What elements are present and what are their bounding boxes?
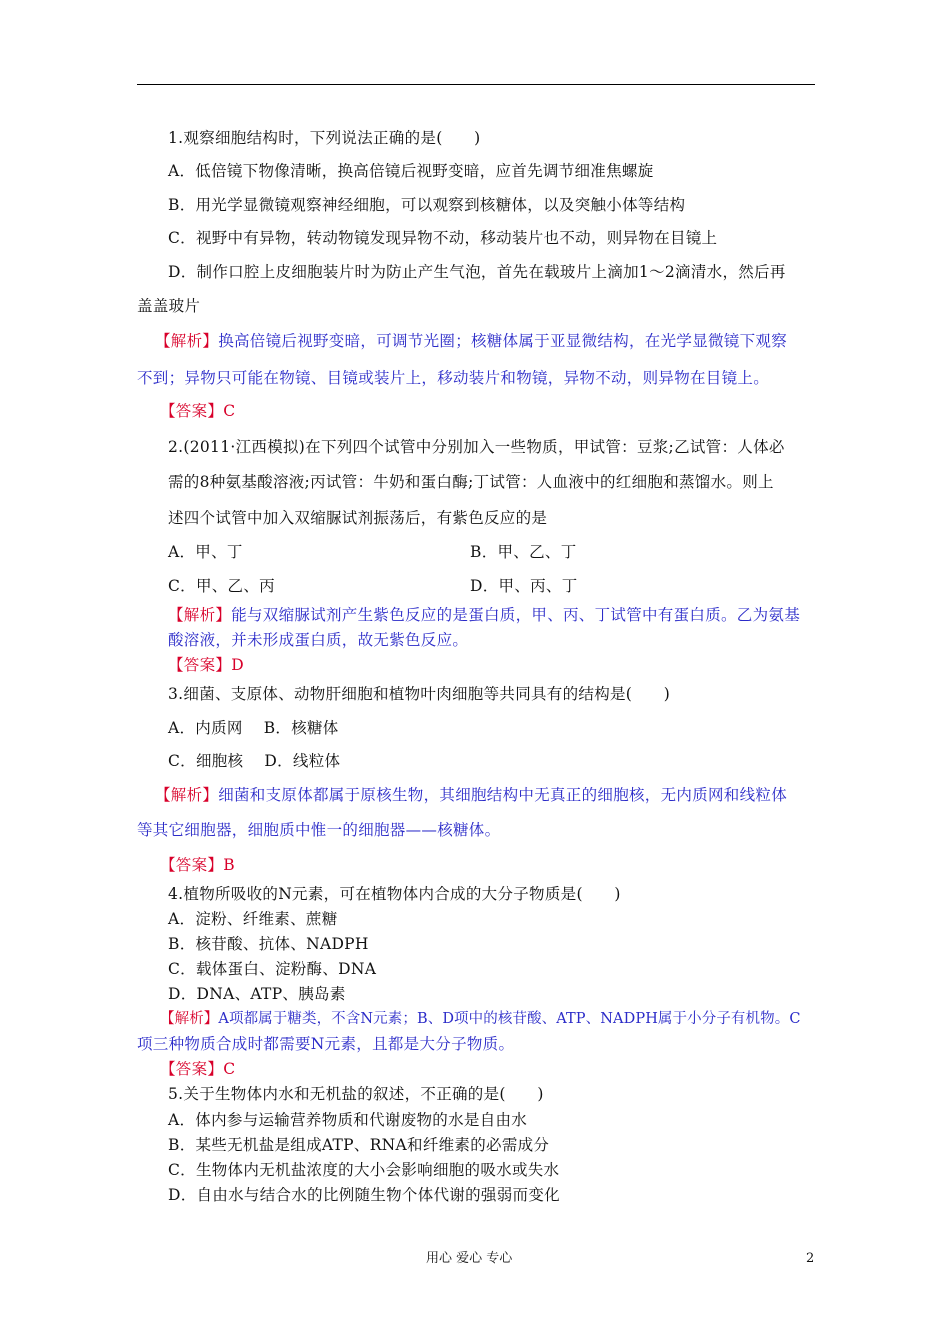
analysis-text: A项都属于糖类，不含N元素；B、D项中的核苷酸、ATP、NADPH属于小分子有机物。C	[218, 1011, 801, 1027]
answer-tag: 【答案】	[160, 402, 224, 420]
q1-option-c: C．视野中有异物，转动物镜发现异物不动，移动装片也不动，则异物在目镜上	[168, 229, 718, 247]
q2-option-c: C．甲、乙、丙	[168, 577, 275, 595]
q4-stem: 4.植物所吸收的N元素，可在植物体内合成的大分子物质是( )	[168, 885, 621, 903]
q3-options-cd: C．细胞核 D．线粒体	[168, 752, 341, 770]
q2-option-d: D．甲、丙、丁	[470, 577, 578, 595]
q3-answer	[160, 855, 235, 875]
q2-stem-cont1: 需的8种氨基酸溶液;丙试管：牛奶和蛋白酶;丁试管：人血液中的红细胞和蒸馏水。则上	[168, 473, 774, 491]
analysis-tag: 【解析】	[155, 786, 219, 804]
q4-answer	[160, 1059, 235, 1079]
q1-option-d: D．制作口腔上皮细胞装片时为防止产生气泡，首先在载玻片上滴加1～2滴清水，然后再	[168, 263, 786, 281]
q2-option-a: A．甲、丁	[168, 543, 243, 561]
q1-analysis-cont: 不到；异物只可能在物镜、目镜或装片上，移动装片和物镜，异物不动，则异物在目镜上。	[137, 369, 770, 387]
q3-analysis-cont: 等其它细胞器，细胞质中惟一的细胞器——核糖体。	[137, 821, 501, 839]
q5-stem: 5.关于生物体内水和无机盐的叙述，不正确的是( )	[168, 1085, 544, 1103]
answer-value: C	[223, 1060, 236, 1078]
q2-stem-cont2: 述四个试管中加入双缩脲试剂振荡后，有紫色反应的是	[168, 509, 548, 527]
q2-analysis-cont: 酸溶液，并未形成蛋白质，故无紫色反应。	[168, 631, 469, 649]
q4-analysis-cont: 项三种物质合成时都需要N元素，且都是大分子物质。	[137, 1035, 515, 1053]
answer-tag: 【答案】	[160, 856, 224, 874]
q2-answer	[168, 655, 244, 675]
analysis-text: 能与双缩脲试剂产生紫色反应的是蛋白质，甲、丙、丁试管中有蛋白质。乙为氨基	[231, 606, 801, 624]
analysis-tag: 【解析】	[168, 606, 232, 624]
page-number: 2	[806, 1251, 815, 1266]
q1-analysis	[155, 331, 787, 351]
analysis-tag: 【解析】	[155, 332, 219, 350]
header-rule	[137, 84, 815, 85]
answer-tag: 【答案】	[168, 656, 232, 674]
answer-value: B	[223, 856, 235, 874]
footer-slogan: 用心 爱心 专心	[426, 1251, 513, 1266]
answer-tag: 【答案】	[160, 1060, 224, 1078]
answer-value: C	[223, 402, 236, 420]
q3-options-ab: A．内质网 B．核糖体	[168, 719, 339, 737]
q2-analysis	[168, 605, 800, 625]
q1-answer	[160, 401, 235, 421]
analysis-tag: 【解析】	[160, 1011, 219, 1027]
answer-value: D	[231, 656, 244, 674]
q5-option-a: A．体内参与运输营养物质和代谢废物的水是自由水	[168, 1111, 528, 1129]
q2-option-b: B．甲、乙、丁	[470, 543, 577, 561]
q4-option-c: C．载体蛋白、淀粉酶、DNA	[168, 960, 377, 978]
q2-stem: 2.(2011·江西模拟)在下列四个试管中分别加入一些物质，甲试管：豆浆;乙试管：人体必	[168, 438, 785, 456]
q5-option-b: B．某些无机盐是组成ATP、RNA和纤维素的必需成分	[168, 1136, 550, 1154]
q1-option-a: A．低倍镜下物像清晰，换高倍镜后视野变暗，应首先调节细准焦螺旋	[168, 162, 654, 180]
q1-option-b: B．用光学显微镜观察神经细胞，可以观察到核糖体，以及突触小体等结构	[168, 196, 686, 214]
q3-analysis	[155, 785, 787, 805]
q1-option-d-cont: 盖盖玻片	[137, 297, 201, 315]
q3-stem: 3.细菌、支原体、动物肝细胞和植物叶肉细胞等共同具有的结构是( )	[168, 685, 671, 703]
q1-stem: 1.观察细胞结构时，下列说法正确的是( )	[168, 129, 481, 147]
q5-option-d: D．自由水与结合水的比例随生物个体代谢的强弱而变化	[168, 1186, 560, 1204]
q5-option-c: C．生物体内无机盐浓度的大小会影响细胞的吸水或失水	[168, 1161, 560, 1179]
q4-option-a: A．淀粉、纤维素、蔗糖	[168, 910, 338, 928]
q4-option-b: B．核苷酸、抗体、NADPH	[168, 935, 369, 953]
analysis-text: 细菌和支原体都属于原核生物，其细胞结构中无真正的细胞核，无内质网和线粒体	[218, 786, 788, 804]
q4-analysis	[160, 1009, 801, 1029]
q4-option-d: D．DNA、ATP、胰岛素	[168, 985, 346, 1003]
analysis-text: 换高倍镜后视野变暗，可调节光圈；核糖体属于亚显微结构，在光学显微镜下观察	[218, 332, 788, 350]
